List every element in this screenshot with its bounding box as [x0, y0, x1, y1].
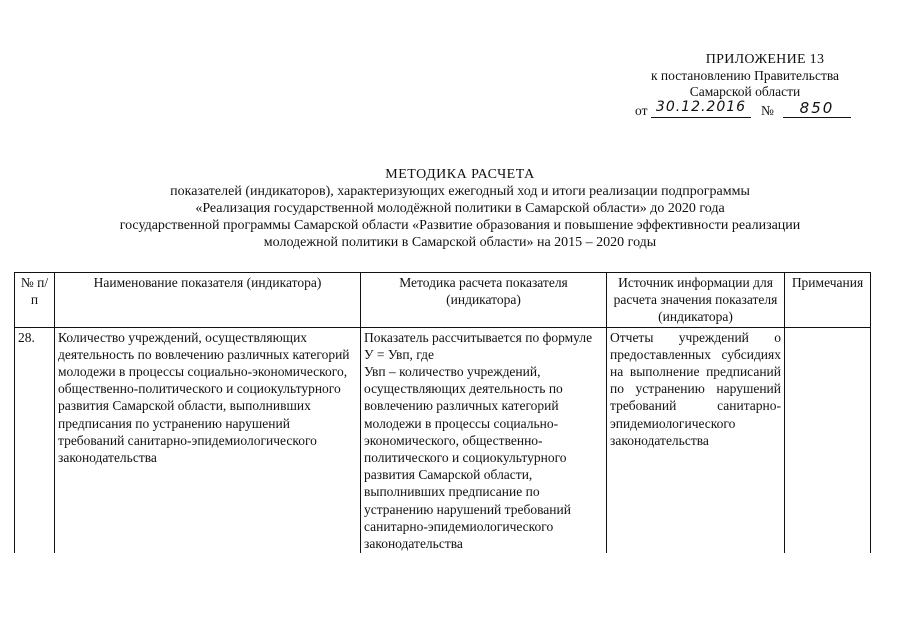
title-line-4: молодежной политики в Самарской области» на 2015 – 2020 годы	[263, 235, 657, 250]
header-source: Источник информации для расчета значения показателя (индикатора)	[607, 273, 785, 328]
date-number-row	[635, 101, 860, 119]
header-notes: Примечания	[785, 273, 871, 328]
appendix-header	[630, 52, 860, 100]
row-number: 28.	[15, 327, 55, 553]
title-main: МЕТОДИКА РАСЧЕТА	[385, 167, 535, 182]
resolution-line: к постановлению Правительства	[650, 68, 840, 83]
method-definition: Увп – количество учреждений, осуществляющих деятельность по вовлечению различных категорий молодежи в процессы социально-экономического, общественно-политического и социокультурного развития Самарской области, выполнивших предписание по устранению нарушений требований санитарно-эпидемиологического законодательства	[364, 364, 571, 552]
row-indicator-name: Количество учреждений, осуществляющих деятельность по вовлечению различных категорий молодежи в процессы социально-экономического, общественно-политического и социокультурного развития Самарской области, выполнивших предписания по устранению нарушений требований санитарно-эпидемиологического законодательства	[55, 327, 361, 553]
row-method	[361, 327, 607, 553]
header-num: № п/п	[15, 273, 55, 328]
handwritten-date: 30.12.2016	[651, 99, 751, 118]
handwritten-number: 850	[783, 99, 851, 118]
row-source: Отчеты учреждений о предоставленных субсидиях на выполнение предписаний по устранению нарушений требований санитарно-эпидемиологического законодательства	[607, 327, 785, 553]
header-name: Наименование показателя (индикатора)	[55, 273, 361, 328]
header-method: Методика расчета показателя (индикатора)	[361, 273, 607, 328]
method-formula: У = Увп, где	[364, 346, 435, 362]
method-intro: Показатель рассчитывается по формуле	[364, 329, 593, 345]
date-prefix: от	[635, 103, 648, 118]
title-line-1: показателей (индикаторов), характеризующих ежегодный ход и итоги реализации подпрограммы	[170, 184, 750, 199]
table-row	[15, 327, 871, 553]
appendix-label: ПРИЛОЖЕНИЕ 13	[705, 52, 825, 67]
title-line-2: «Реализация государственной молодёжной политики в Самарской области» до 2020 года	[195, 201, 725, 216]
region-line: Самарской области	[689, 84, 801, 99]
number-prefix: №	[761, 103, 774, 118]
title-line-3: государственной программы Самарской области «Развитие образования и повышение эффективности реализации	[119, 218, 801, 233]
table-header-row	[15, 273, 871, 328]
document-title	[60, 166, 860, 251]
indicator-table	[14, 272, 871, 553]
row-notes	[785, 327, 871, 553]
